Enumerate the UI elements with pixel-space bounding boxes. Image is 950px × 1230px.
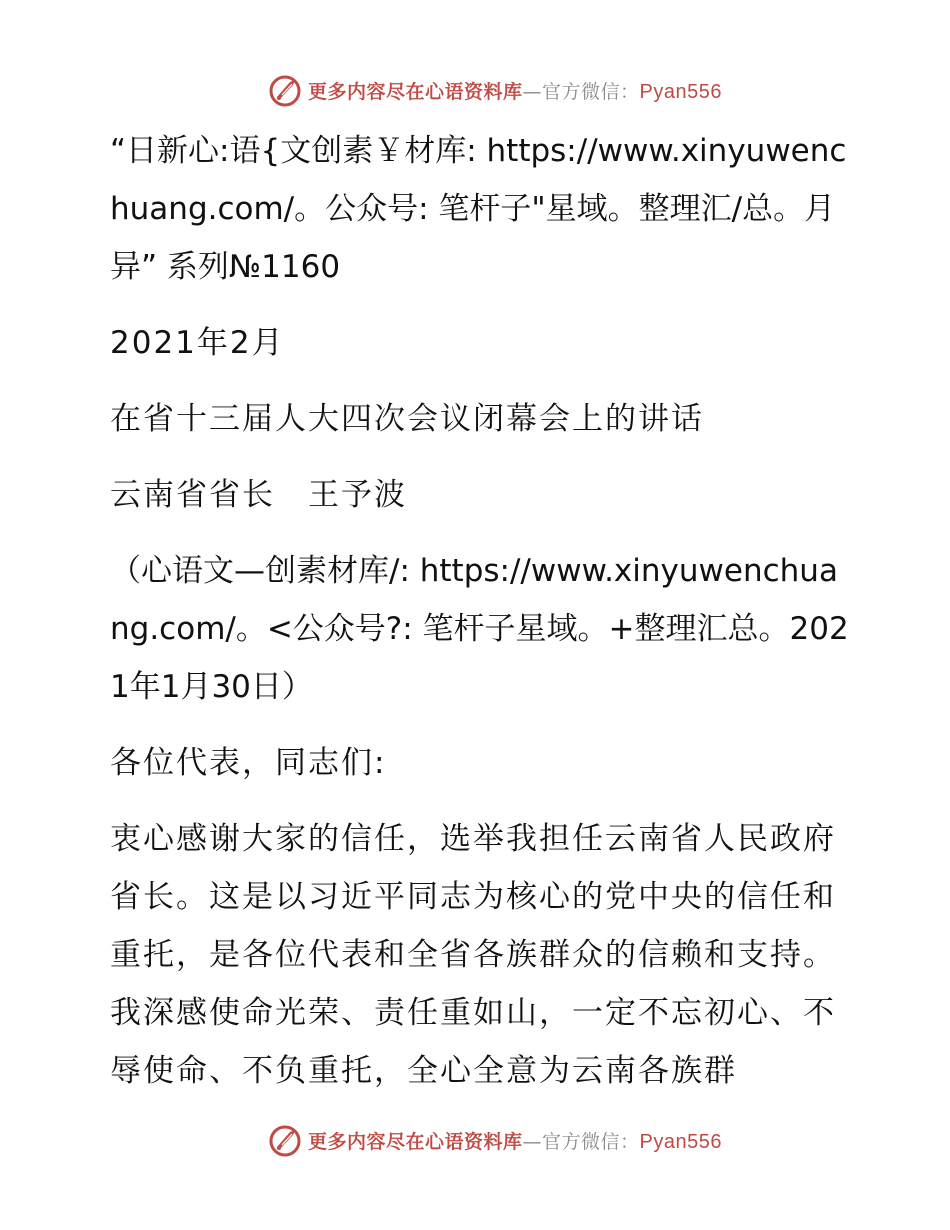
source-note: （心语文—创素材库/: https://www.xinyuwenchuang.com/。<公众号?: 笔杆子星域。+整理汇总。2021年1月30日）: [110, 553, 849, 705]
banner-wechat-id: Pyan556: [639, 80, 722, 103]
banner-site-name: 更多内容尽在心语资料库: [308, 1130, 523, 1153]
speech-body: 衷心感谢大家的信任，选举我担任云南省人民政府省长。这是以习近平同志为核心的党中央的信任和重托，是各位代表和全省各族群众的信赖和支持。我深感使命光荣、责任重如山，一定不忘初心、不辱使命、不负重托，全心全意为云南各族群: [110, 821, 836, 1089]
speech-title: 在省十三届人大四次会议闭幕会上的讲话: [110, 401, 704, 437]
banner-wechat-label: —官方微信：: [522, 80, 640, 103]
document-body: [96, 122, 856, 1118]
series-note: “日新心:语{文创素￥材库: https://www.xinyuwenchuang.com/。公众号: 笔杆子"星域。整理汇/总。月异” 系列№1160: [110, 133, 847, 285]
salutation: 各位代表，同志们:: [110, 745, 387, 781]
banner-inner: [268, 72, 722, 108]
quill-logo-icon: [268, 72, 304, 108]
speaker-line: 云南省省长 王予波: [110, 477, 407, 513]
banner-inner: [268, 1122, 722, 1158]
banner-text: [308, 1127, 722, 1154]
banner-text: [308, 77, 722, 104]
footer-banner: [0, 1120, 950, 1160]
header-banner: [0, 70, 950, 110]
banner-site-name: 更多内容尽在心语资料库: [308, 80, 523, 103]
quill-logo-icon: [268, 1122, 304, 1158]
banner-wechat-id: Pyan556: [639, 1130, 722, 1153]
banner-wechat-label: —官方微信：: [522, 1130, 640, 1153]
document-date: 2021年2月: [110, 325, 285, 361]
